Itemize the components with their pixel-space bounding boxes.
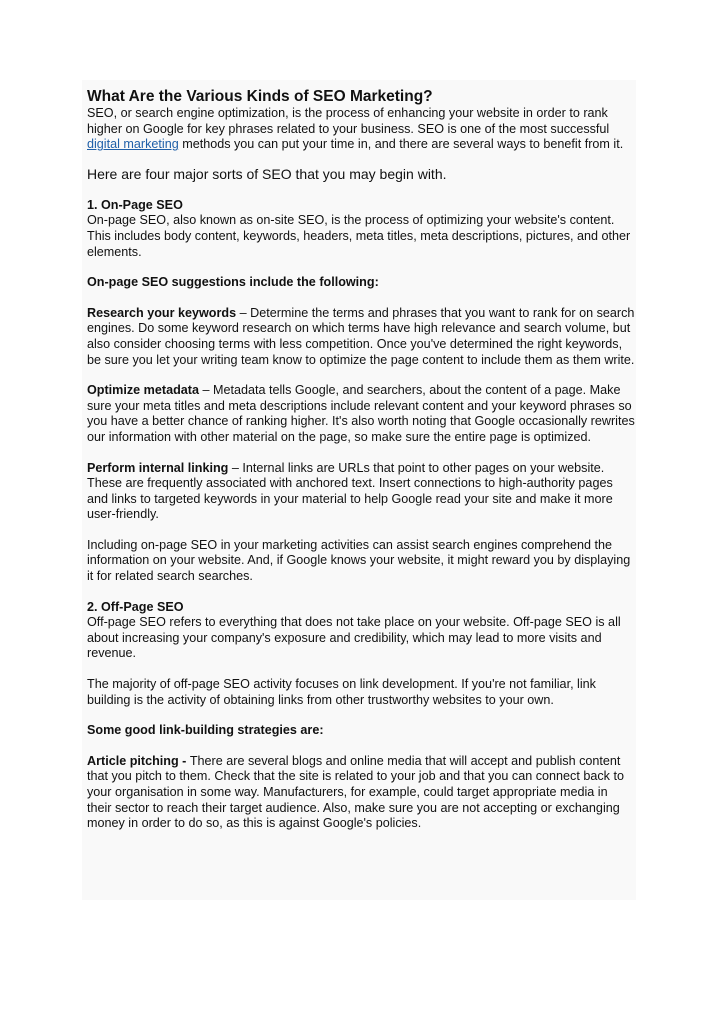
section2-body: Off-page SEO refers to everything that does not take place on your website. Off-page SEO is all about increasing your company's exposure and credibility, which may lead to more visits and revenue. [87,615,621,661]
section1-suggestions-heading: On-page SEO suggestions include the following: [87,275,379,290]
section2-strategies-heading: Some good link-building strategies are: [87,723,324,738]
intro-paragraph [87,106,635,153]
suggestion-text: – Metadata tells Google, and searchers, about the content of a page. Make sure your meta titles and meta descriptions include relevant content and your keyword phrases so you have a better chance of ranking higher. It's also worth noting that Google occasionally rewrites our information with other material on the page, so make sure the entire page is optimized. [87,383,635,444]
section2-body-2: The majority of off-page SEO activity focuses on link development. If you're not familiar, link building is the activity of obtaining links from other trustworthy websites to your own. [87,677,596,707]
strategy-term: Article pitching - [87,753,190,768]
suggestion-term: Optimize metadata [87,383,199,398]
suggestion-text: – Internal links are URLs that point to other pages on your website. These are frequently associated with anchored text. Insert connections to high-authority pages and links to targeted keywords in your material to help Google read your site and make it more user-friendly. [87,460,613,522]
strategy-text: There are several blogs and online media that will accept and publish content that you pitch to them. Check that the site is related to your job and that you can connect back to your organisation in some way. Manufacturers, for example, could target appropriate media in their sector to reach their target audience. Also, make sure you are not accepting or exchanging money in order to do so, as this is against Google's policies. [87,753,624,831]
section1-body: On-page SEO, also known as on-site SEO, is the process of optimizing your website's content. This includes body content, keywords, headers, meta titles, meta descriptions, pictures, and other elements. [87,213,631,259]
strategy-item [87,754,635,832]
digital-marketing-link[interactable]: digital marketing [87,137,179,152]
suggestion-term: Research your keywords [87,305,237,320]
article-body [87,87,640,832]
article-title: What Are the Various Kinds of SEO Marketing? [87,88,433,105]
suggestion-text: – Determine the terms and phrases that you want to rank for on search engines. Do some keyword research on which terms have high relevance and search volume, but also consider choosing terms with less competition. Once you've determined the right keywords, be sure you let your writing team know to optimize the page content to include them as them write. [87,305,635,367]
intro-text-after: methods you can put your time in, and there are several ways to benefit from it. [178,137,624,152]
section2-heading: 2. Off-Page SEO [87,599,184,614]
suggestion-item [87,383,635,445]
suggestion-term: Perform internal linking [87,460,229,475]
intro-text-before: SEO, or search engine optimization, is the process of enhancing your website in order to rank higher on Google for key phrases related to your business. SEO is one of the most successful [87,106,610,136]
section1-closing: Including on-page SEO in your marketing activities can assist search engines comprehend the information on your website. And, if Google knows your website, it might reward you by displaying it for related search searches. [87,537,631,584]
suggestion-item [87,306,635,368]
lead-sentence: Here are four major sorts of SEO that you may begin with. [87,165,447,182]
suggestion-item [87,461,635,523]
section1-heading: 1. On-Page SEO [87,197,183,212]
